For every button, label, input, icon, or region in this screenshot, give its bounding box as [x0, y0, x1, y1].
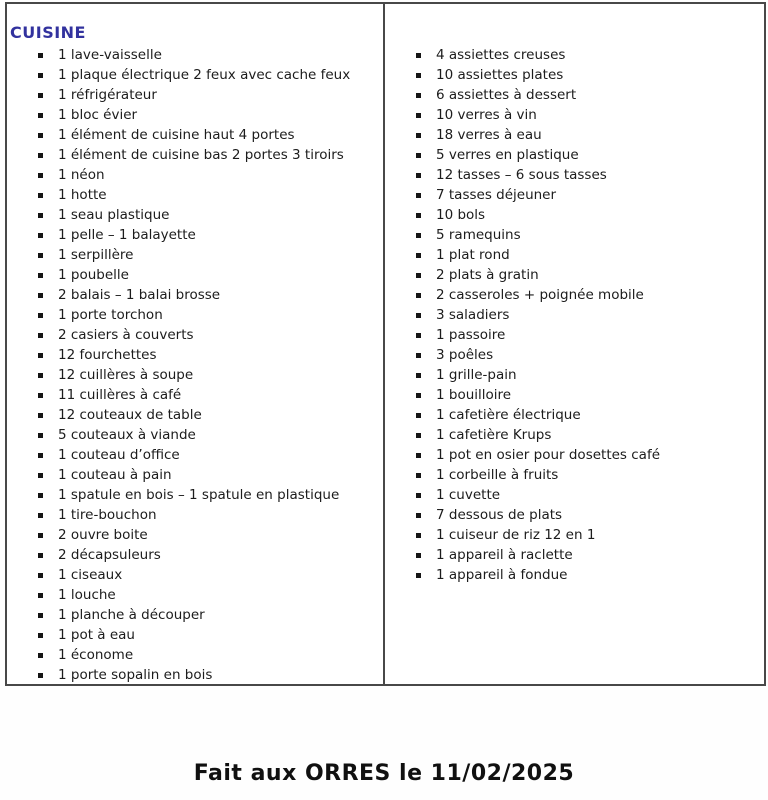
square-bullet-icon	[38, 93, 43, 98]
square-bullet-icon	[416, 333, 421, 338]
list-item	[7, 365, 383, 385]
list-item	[385, 505, 764, 525]
inventory-list-right	[385, 45, 764, 585]
list-item	[7, 485, 383, 505]
list-item	[385, 45, 764, 65]
list-item	[385, 105, 764, 125]
square-bullet-icon	[38, 233, 43, 238]
item-label: 3 poêles	[436, 347, 494, 363]
list-item	[7, 605, 383, 625]
list-item	[385, 65, 764, 85]
item-label: 1 hotte	[58, 187, 107, 203]
square-bullet-icon	[38, 273, 43, 278]
list-item	[385, 365, 764, 385]
list-item	[7, 585, 383, 605]
item-label: 10 verres à vin	[436, 107, 537, 123]
square-bullet-icon	[38, 73, 43, 78]
square-bullet-icon	[416, 353, 421, 358]
list-item	[7, 105, 383, 125]
square-bullet-icon	[416, 573, 421, 578]
square-bullet-icon	[38, 593, 43, 598]
item-label: 1 passoire	[436, 327, 506, 343]
item-label: 1 poubelle	[58, 267, 129, 283]
item-label: 1 louche	[58, 587, 116, 603]
item-label: 1 couteau d’office	[58, 447, 180, 463]
square-bullet-icon	[38, 613, 43, 618]
list-item	[7, 465, 383, 485]
list-item	[7, 345, 383, 365]
inventory-column-left	[7, 4, 385, 684]
item-label: 2 ouvre boite	[58, 527, 148, 543]
item-label: 12 cuillères à soupe	[58, 367, 194, 383]
square-bullet-icon	[38, 373, 43, 378]
list-item	[7, 565, 383, 585]
list-item	[385, 285, 764, 305]
list-item	[7, 265, 383, 285]
item-label: 1 pot en osier pour dosettes café	[436, 447, 661, 463]
square-bullet-icon	[38, 633, 43, 638]
item-label: 1 pelle – 1 balayette	[58, 227, 196, 243]
item-label: 18 verres à eau	[436, 127, 542, 143]
square-bullet-icon	[416, 73, 421, 78]
square-bullet-icon	[416, 193, 421, 198]
item-label: 1 élément de cuisine bas 2 portes 3 tiroirs	[58, 147, 344, 163]
list-item	[385, 85, 764, 105]
list-item	[385, 425, 764, 445]
list-item	[385, 465, 764, 485]
list-item	[7, 505, 383, 525]
list-item	[385, 145, 764, 165]
inventory-column-right	[385, 4, 764, 684]
square-bullet-icon	[416, 233, 421, 238]
item-label: 1 seau plastique	[58, 207, 170, 223]
list-item	[7, 65, 383, 85]
item-label: 12 tasses – 6 sous tasses	[436, 167, 607, 183]
list-item	[7, 405, 383, 425]
item-label: 1 bloc évier	[58, 107, 138, 123]
square-bullet-icon	[416, 53, 421, 58]
list-item	[385, 325, 764, 345]
list-item	[385, 125, 764, 145]
item-label: 1 cuiseur de riz 12 en 1	[436, 527, 596, 543]
square-bullet-icon	[416, 273, 421, 278]
square-bullet-icon	[38, 573, 43, 578]
square-bullet-icon	[38, 253, 43, 258]
list-item	[385, 345, 764, 365]
item-label: 2 balais – 1 balai brosse	[58, 287, 221, 303]
item-label: 2 décapsuleurs	[58, 547, 161, 563]
square-bullet-icon	[38, 673, 43, 678]
square-bullet-icon	[416, 133, 421, 138]
item-label: 5 couteaux à viande	[58, 427, 196, 443]
square-bullet-icon	[38, 413, 43, 418]
list-item	[385, 305, 764, 325]
item-label: 1 spatule en bois – 1 spatule en plastique	[58, 487, 340, 503]
list-item	[7, 45, 383, 65]
square-bullet-icon	[38, 353, 43, 358]
item-label: 1 corbeille à fruits	[436, 467, 559, 483]
item-label: 1 néon	[58, 167, 105, 183]
list-item	[7, 205, 383, 225]
square-bullet-icon	[416, 473, 421, 478]
list-item	[385, 245, 764, 265]
square-bullet-icon	[38, 193, 43, 198]
list-item	[7, 225, 383, 245]
list-item	[7, 245, 383, 265]
list-item	[7, 125, 383, 145]
inventory-list-left	[7, 45, 383, 684]
square-bullet-icon	[416, 313, 421, 318]
item-label: 1 porte sopalin en bois	[58, 667, 213, 683]
square-bullet-icon	[38, 313, 43, 318]
square-bullet-icon	[416, 153, 421, 158]
list-item	[7, 545, 383, 565]
item-label: 1 cuvette	[436, 487, 501, 503]
square-bullet-icon	[38, 153, 43, 158]
item-label: 1 plat rond	[436, 247, 510, 263]
item-label: 1 tire-bouchon	[58, 507, 157, 523]
square-bullet-icon	[416, 533, 421, 538]
item-label: 6 assiettes à dessert	[436, 87, 577, 103]
square-bullet-icon	[416, 113, 421, 118]
list-item	[385, 445, 764, 465]
list-item	[7, 665, 383, 684]
item-label: 5 ramequins	[436, 227, 521, 243]
item-label: 1 lave-vaisselle	[58, 47, 162, 63]
list-item	[385, 265, 764, 285]
list-item	[385, 565, 764, 585]
square-bullet-icon	[416, 213, 421, 218]
page-title: CUISINE	[10, 23, 86, 42]
list-item	[7, 385, 383, 405]
list-item	[7, 285, 383, 305]
square-bullet-icon	[38, 133, 43, 138]
list-item	[7, 145, 383, 165]
list-item	[7, 85, 383, 105]
square-bullet-icon	[416, 413, 421, 418]
item-label: 1 élément de cuisine haut 4 portes	[58, 127, 295, 143]
item-label: 1 couteau à pain	[58, 467, 172, 483]
item-label: 7 tasses déjeuner	[436, 187, 557, 203]
item-label: 10 bols	[436, 207, 486, 223]
square-bullet-icon	[416, 433, 421, 438]
list-item	[385, 545, 764, 565]
square-bullet-icon	[38, 513, 43, 518]
square-bullet-icon	[416, 553, 421, 558]
item-label: 1 serpillère	[58, 247, 134, 263]
footer-note: Fait aux ORRES le 11/02/2025	[193, 761, 575, 786]
square-bullet-icon	[38, 293, 43, 298]
square-bullet-icon	[38, 113, 43, 118]
square-bullet-icon	[38, 473, 43, 478]
item-label: 1 appareil à raclette	[436, 547, 573, 563]
item-label: 1 planche à découper	[58, 607, 205, 623]
square-bullet-icon	[38, 453, 43, 458]
square-bullet-icon	[416, 373, 421, 378]
item-label: 12 couteaux de table	[58, 407, 202, 423]
item-label: 3 saladiers	[436, 307, 510, 323]
square-bullet-icon	[38, 553, 43, 558]
list-item	[385, 165, 764, 185]
item-label: 1 réfrigérateur	[58, 87, 157, 103]
list-item	[7, 525, 383, 545]
item-label: 1 cafetière Krups	[436, 427, 552, 443]
item-label: 2 casseroles + poignée mobile	[436, 287, 644, 303]
item-label: 1 grille-pain	[436, 367, 517, 383]
list-item	[7, 445, 383, 465]
item-label: 11 cuillères à café	[58, 387, 182, 403]
list-item	[7, 165, 383, 185]
item-label: 4 assiettes creuses	[436, 47, 566, 63]
square-bullet-icon	[38, 493, 43, 498]
item-label: 12 fourchettes	[58, 347, 157, 363]
square-bullet-icon	[416, 493, 421, 498]
item-label: 5 verres en plastique	[436, 147, 579, 163]
square-bullet-icon	[416, 513, 421, 518]
list-item	[385, 485, 764, 505]
list-item	[7, 325, 383, 345]
square-bullet-icon	[38, 53, 43, 58]
item-label: 1 ciseaux	[58, 567, 123, 583]
square-bullet-icon	[38, 173, 43, 178]
square-bullet-icon	[38, 213, 43, 218]
inventory-table	[5, 2, 766, 686]
item-label: 2 casiers à couverts	[58, 327, 194, 343]
square-bullet-icon	[38, 393, 43, 398]
square-bullet-icon	[416, 453, 421, 458]
list-item	[7, 645, 383, 665]
list-item	[385, 225, 764, 245]
square-bullet-icon	[416, 393, 421, 398]
list-item	[7, 185, 383, 205]
item-label: 2 plats à gratin	[436, 267, 539, 283]
item-label: 1 appareil à fondue	[436, 567, 568, 583]
item-label: 1 bouilloire	[436, 387, 512, 403]
square-bullet-icon	[416, 253, 421, 258]
square-bullet-icon	[38, 653, 43, 658]
item-label: 7 dessous de plats	[436, 507, 563, 523]
square-bullet-icon	[416, 293, 421, 298]
item-label: 1 plaque électrique 2 feux avec cache feux	[58, 67, 351, 83]
item-label: 10 assiettes plates	[436, 67, 564, 83]
square-bullet-icon	[38, 333, 43, 338]
item-label: 1 pot à eau	[58, 627, 135, 643]
list-item	[385, 205, 764, 225]
item-label: 1 porte torchon	[58, 307, 163, 323]
item-label: 1 cafetière électrique	[436, 407, 581, 423]
square-bullet-icon	[38, 433, 43, 438]
item-label: 1 économe	[58, 647, 134, 663]
list-item	[7, 425, 383, 445]
list-item	[7, 305, 383, 325]
list-item	[385, 525, 764, 545]
list-item	[7, 625, 383, 645]
square-bullet-icon	[38, 533, 43, 538]
square-bullet-icon	[416, 173, 421, 178]
list-item	[385, 185, 764, 205]
list-item	[385, 405, 764, 425]
square-bullet-icon	[416, 93, 421, 98]
list-item	[385, 385, 764, 405]
